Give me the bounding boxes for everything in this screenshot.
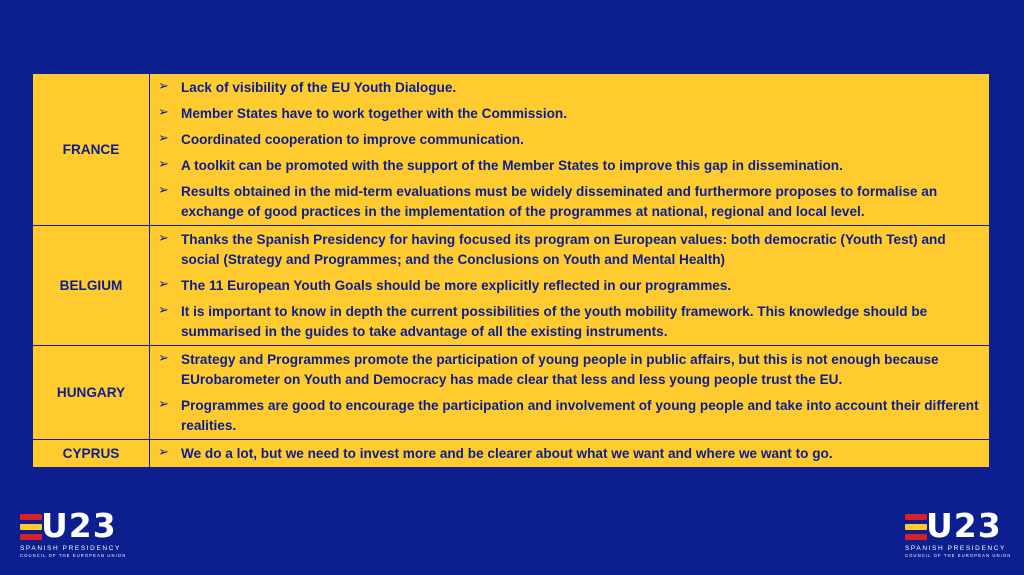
points-cell [150,440,990,468]
country-row-france [33,74,990,226]
point-item [158,78,981,98]
points-list [158,78,981,222]
points-cell [150,226,990,346]
logo-mark-text: U23 [926,506,1002,545]
point-text: Thanks the Spanish Presidency for having focused its program on European values: both democratic (Youth Test) and social (Strategy and Programmes; and the Conclusions on Youth and Mental Health) [181,232,946,267]
point-item [158,302,981,342]
logo-subtitle: SPANISH PRESIDENCY [905,545,1006,552]
arrow-bullet-icon: ➢ [158,230,169,245]
arrow-bullet-icon: ➢ [158,302,169,317]
point-item [158,104,981,124]
country-row-cyprus [33,440,990,468]
logo-mark-text: U23 [41,506,117,545]
arrow-bullet-icon: ➢ [158,182,169,197]
country-name: CYPRUS [33,440,150,468]
point-item [158,276,981,296]
country-name: HUNGARY [33,346,150,440]
eu-presidency-logo-left [20,506,127,558]
point-text: Programmes are good to encourage the participation and involvement of young people and take into account their different realities. [181,398,979,433]
country-row-belgium [33,226,990,346]
point-text: We do a lot, but we need to invest more and be clearer about what we want and where we want to go. [181,446,833,461]
points-cell [150,74,990,226]
country-name: BELGIUM [33,226,150,346]
point-item [158,230,981,270]
contributions-table [32,73,990,468]
point-item [158,350,981,390]
point-text: The 11 European Youth Goals should be more explicitly reflected in our programmes. [181,278,732,293]
point-text: Lack of visibility of the EU Youth Dialogue. [181,80,457,95]
logo-subtitle: SPANISH PRESIDENCY [20,545,121,552]
points-list [158,444,981,464]
arrow-bullet-icon: ➢ [158,276,169,291]
point-item [158,444,981,464]
country-row-hungary [33,346,990,440]
eu-presidency-logo-right [905,506,1012,558]
point-text: Coordinated cooperation to improve communication. [181,132,524,147]
arrow-bullet-icon: ➢ [158,130,169,145]
point-text: Strategy and Programmes promote the participation of young people in public affairs, but this is not enough because EUrobarometer on Youth and Democracy has made clear that less and less young people trust the EU. [181,352,939,387]
point-item [158,396,981,436]
arrow-bullet-icon: ➢ [158,156,169,171]
logo-council-line: COUNCIL OF THE EUROPEAN UNION [905,553,1012,558]
arrow-bullet-icon: ➢ [158,396,169,411]
country-name: FRANCE [33,74,150,226]
point-item [158,156,981,176]
point-item [158,182,981,222]
points-cell [150,346,990,440]
points-list [158,230,981,342]
arrow-bullet-icon: ➢ [158,444,169,459]
point-text: It is important to know in depth the current possibilities of the youth mobility framework. This knowledge should be summarised in the guides to take advantage of all the existing instruments. [181,304,928,339]
logo-council-line: COUNCIL OF THE EUROPEAN UNION [20,553,127,558]
spanish-flag-mark [20,514,42,540]
arrow-bullet-icon: ➢ [158,78,169,93]
points-list [158,350,981,436]
point-text: Member States have to work together with the Commission. [181,106,567,121]
arrow-bullet-icon: ➢ [158,350,169,365]
point-text: A toolkit can be promoted with the support of the Member States to improve this gap in dissemination. [181,158,843,173]
arrow-bullet-icon: ➢ [158,104,169,119]
point-text: Results obtained in the mid-term evaluations must be widely disseminated and furthermore proposes to formalise an exchange of good practices in the implementation of the programmes at national, regional and local level. [181,184,938,219]
point-item [158,130,981,150]
spanish-flag-mark [905,514,927,540]
